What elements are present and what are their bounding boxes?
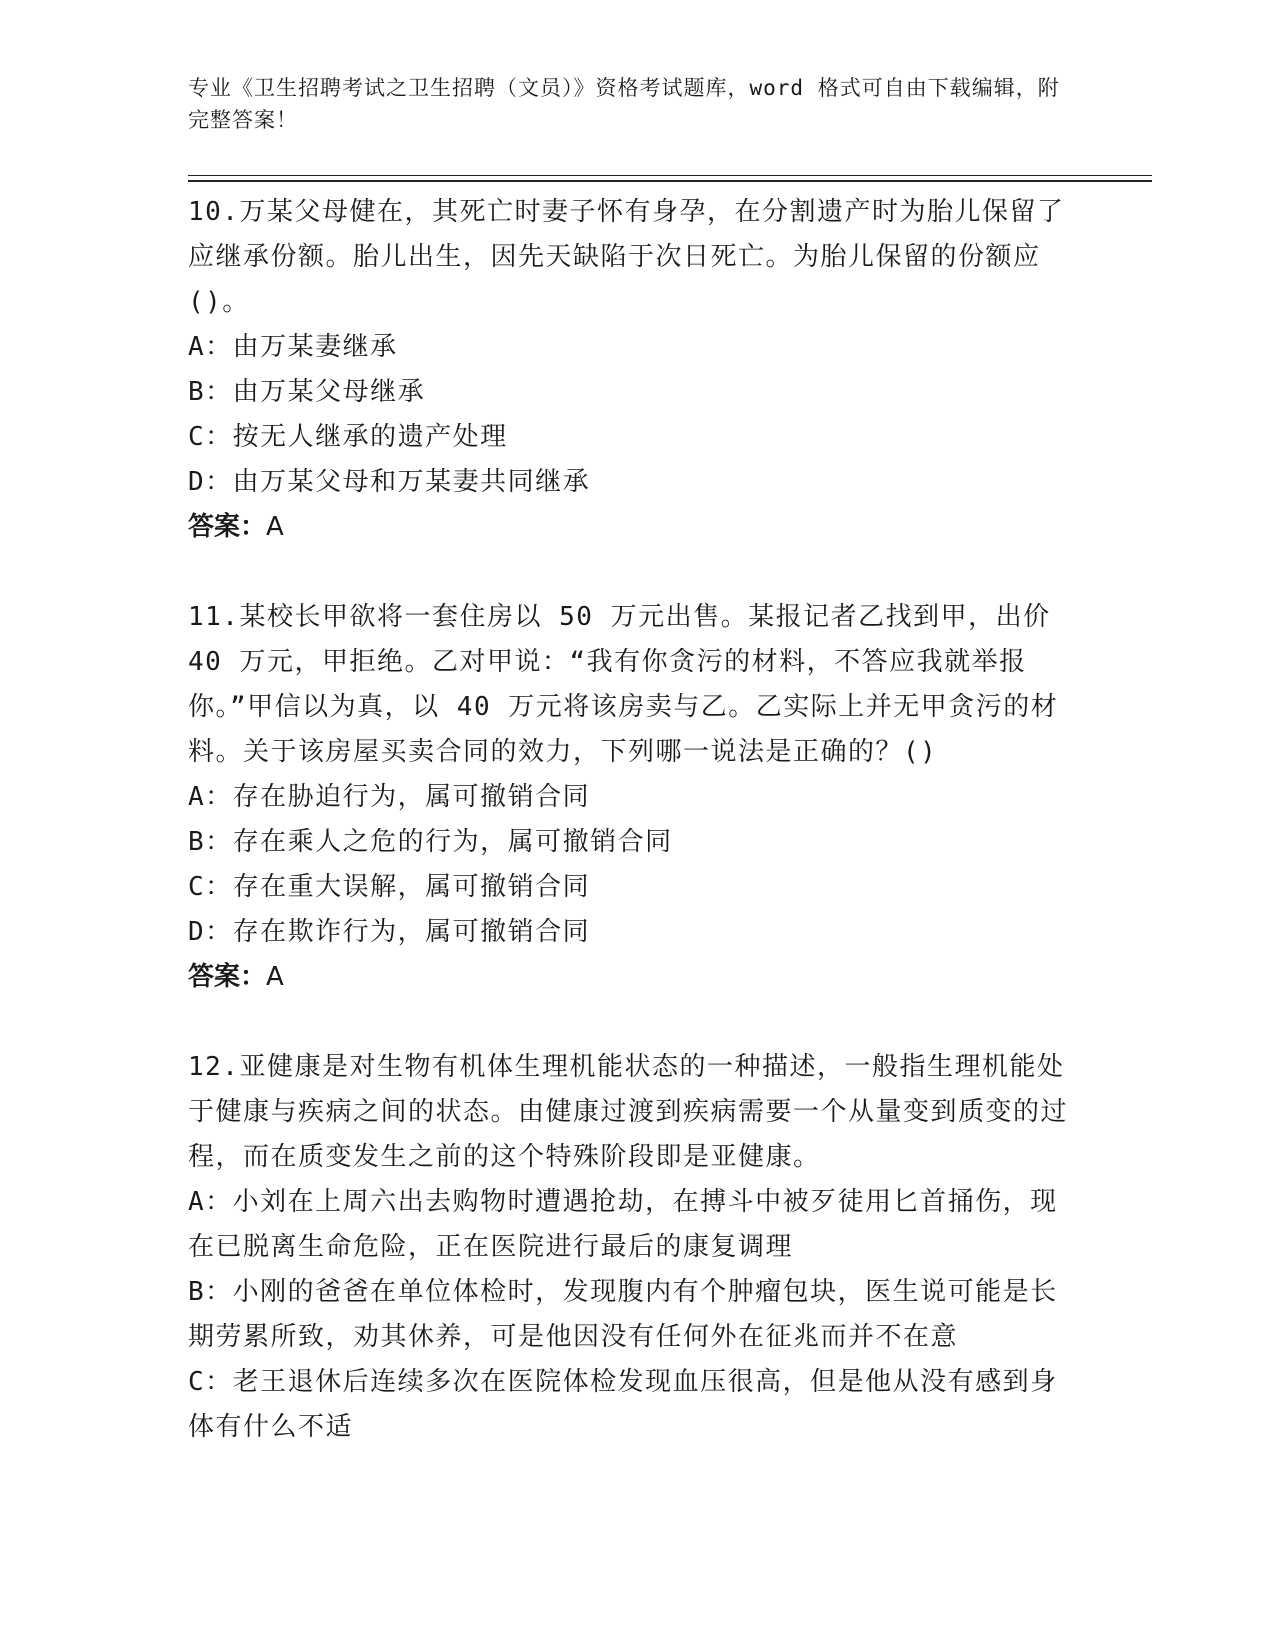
question-list [188, 190, 1068, 1450]
option-b: B：小刚的爸爸在单位体检时，发现腹内有个肿瘤包块，医生说可能是长期劳累所致，劝其休养，可是他因没有任何外在征兆而并不在意 [188, 1277, 1058, 1352]
option-c: C：老王退休后连续多次在医院体检发现血压很高，但是他从没有感到身体有什么不适 [188, 1367, 1058, 1442]
option-a: A：小刘在上周六出去购物时遭遇抢劫，在搏斗中被歹徒用匕首捅伤，现在已脱离生命危险，正在医院进行最后的康复调理 [188, 1187, 1058, 1262]
question-10 [188, 190, 1068, 550]
option-c: C：按无人继承的遗产处理 [188, 422, 508, 452]
option-b: B：由万某父母继承 [188, 377, 426, 407]
question-11 [188, 595, 1068, 1000]
answer-line [188, 955, 1068, 1000]
answer-label: 答案： [188, 512, 267, 542]
option-a: A：由万某妻继承 [188, 332, 398, 362]
document-header: 专业《卫生招聘考试之卫生招聘（文员）》资格考试题库，word 格式可自由下载编辑，附完整答案！ [188, 76, 1060, 132]
answer-value: A [266, 512, 284, 542]
question-stem: 11.某校长甲欲将一套住房以 50 万元出售。某报记者乙找到甲，出价 40 万元，甲拒绝。乙对甲说：“我有你贪污的材料，不答应我就举报你。”甲信以为真，以 40 万元将该房卖与乙。乙实际上并无甲贪污的材料。关于该房屋买卖合同的效力，下列哪一说法是正确的？() [188, 602, 1059, 767]
option-d: D：存在欺诈行为，属可撤销合同 [188, 917, 591, 947]
answer-value: A [266, 962, 284, 992]
question-spacer [188, 550, 1068, 595]
question-12 [188, 1045, 1068, 1450]
question-stem: 10.万某父母健在，其死亡时妻子怀有身孕，在分割遗产时为胎儿保留了应继承份额。胎儿出生，因先天缺陷于次日死亡。为胎儿保留的份额应()。 [188, 197, 1065, 317]
option-a: A：存在胁迫行为，属可撤销合同 [188, 782, 591, 812]
header-divider-thick [188, 180, 1152, 182]
question-stem: 12.亚健康是对生物有机体生理机能状态的一种描述，一般指生理机能处于健康与疾病之间的状态。由健康过渡到疾病需要一个从量变到质变的过程，而在质变发生之前的这个特殊阶段即是亚健康。 [188, 1052, 1069, 1172]
header-divider-thin [188, 175, 1152, 176]
option-c: C：存在重大误解，属可撤销合同 [188, 872, 591, 902]
question-spacer [188, 1000, 1068, 1045]
option-d: D：由万某父母和万某妻共同继承 [188, 467, 591, 497]
option-b: B：存在乘人之危的行为，属可撤销合同 [188, 827, 673, 857]
answer-label: 答案： [188, 962, 267, 992]
answer-line [188, 505, 1068, 550]
